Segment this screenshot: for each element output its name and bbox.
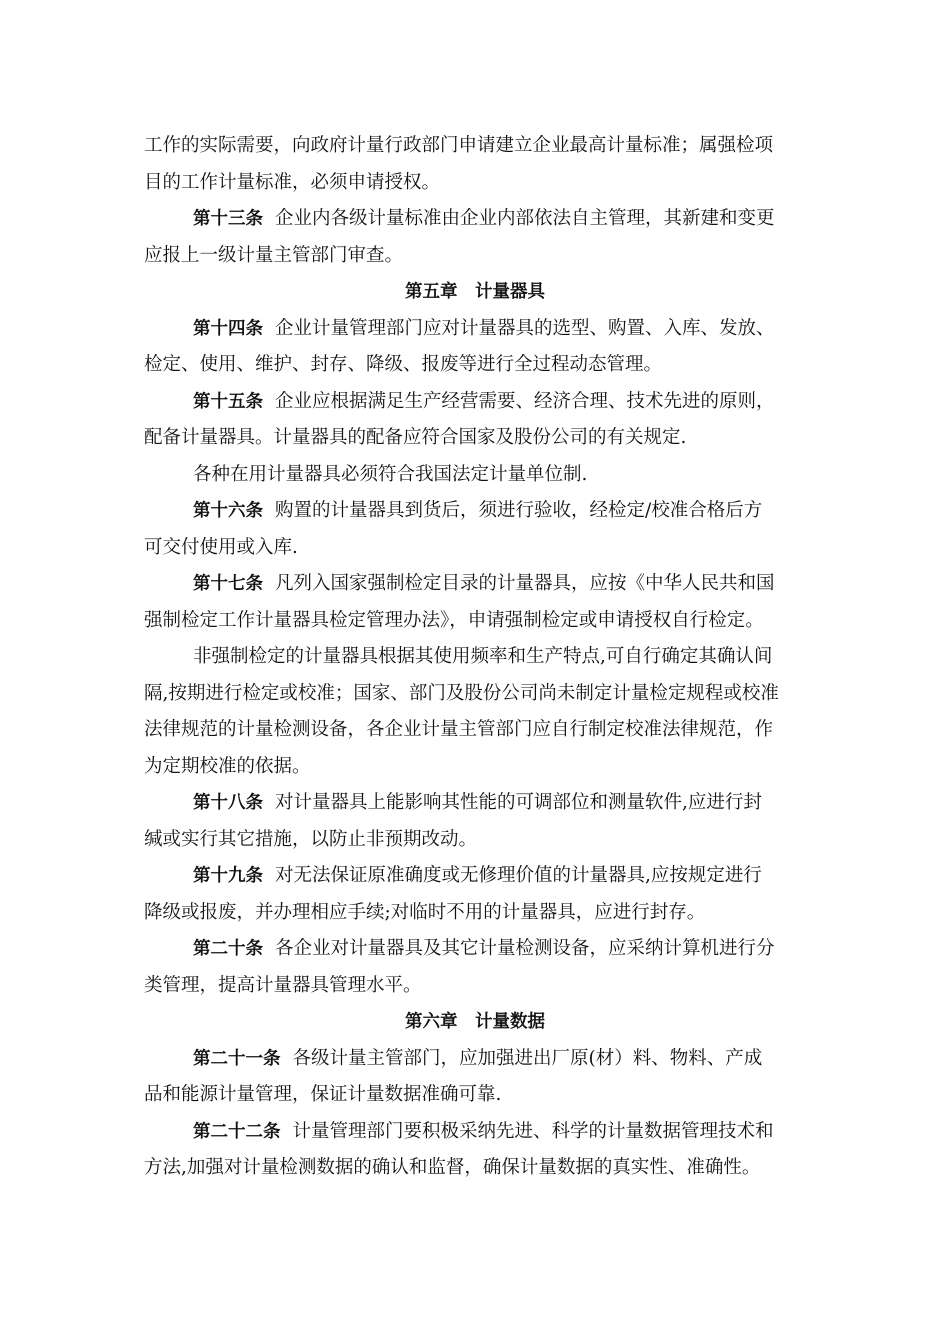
- article-number: 第二十条: [193, 939, 263, 959]
- chapter-heading: 第五章 计量器具: [405, 282, 545, 302]
- paragraph-text: 隔,按期进行检定或校准；国家、部门及股份公司尚未制定计量检定规程或校准: [144, 682, 779, 704]
- paragraph-text: 企业内各级计量标准由企业内部依法自主管理，其新建和变更: [275, 208, 775, 229]
- article-number: 第二十二条: [193, 1121, 281, 1142]
- paragraph-text: 企业应根据满足生产经营需要、经济合理、技术先进的原则，: [275, 390, 775, 412]
- paragraph-text: 类管理，提高计量器具管理水平。: [144, 974, 422, 996]
- paragraph-text: 方法,加强对计量检测数据的确认和监督，确保计量数据的真实性、准确性。: [144, 1157, 761, 1178]
- paragraph-line: [144, 639, 806, 676]
- paragraph-line: [144, 530, 806, 567]
- paragraph-text: 工作的实际需要，向政府计量行政部门申请建立企业最高计量标准；属强检项: [144, 135, 774, 156]
- paragraph-line: [144, 712, 806, 749]
- paragraph-line: [144, 1041, 806, 1078]
- paragraph-line: [144, 858, 806, 895]
- paragraph-text: 各级计量主管部门，应加强进出厂原(材）料、物料、产成: [292, 1047, 763, 1069]
- paragraph-line: [144, 384, 806, 421]
- article-number: 第十八条: [193, 793, 263, 813]
- paragraph-text: 各企业对计量器具及其它计量检测设备，应采纳计算机进行分: [275, 938, 775, 959]
- paragraph-line: [144, 1150, 806, 1187]
- paragraph-text: 对无法保证原准确度或无修理价值的计量器具,应按规定进行: [275, 865, 762, 886]
- article-number: 第十七条: [193, 574, 263, 594]
- paragraph-line: [144, 968, 806, 1005]
- paragraph-text: 强制检定工作计量器具检定管理办法》，申请强制检定或申请授权自行检定。: [144, 609, 764, 631]
- paragraph-line: [144, 347, 806, 384]
- article-number: 第十三条: [193, 209, 263, 229]
- paragraph-line: [144, 165, 806, 202]
- paragraph-line: [144, 566, 806, 603]
- paragraph-text: 购置的计量器具到货后，须进行验收，经检定/校准合格后方: [275, 500, 763, 521]
- paragraph-line: [144, 1077, 806, 1114]
- paragraph-line: [144, 749, 806, 786]
- paragraph-line: [144, 201, 806, 238]
- paragraph-line: [144, 676, 806, 713]
- paragraph-text: 降级或报废，并办理相应手续;对临时不用的计量器具，应进行封存。: [144, 901, 706, 923]
- article-number: 第十六条: [193, 501, 263, 521]
- chapter-heading: 第六章 计量数据: [405, 1012, 545, 1032]
- paragraph-line: [144, 128, 806, 165]
- paragraph-text: 企业计量管理部门应对计量器具的选型、购置、入库、发放、: [275, 317, 775, 339]
- article-number: 第十四条: [193, 318, 263, 339]
- paragraph-text: 各种在用计量器具必须符合我国法定计量单位制.: [193, 463, 588, 485]
- paragraph-line: [144, 822, 806, 859]
- paragraph-line: [144, 931, 806, 968]
- paragraph-line: [144, 603, 806, 640]
- paragraph-line: [144, 238, 806, 275]
- paragraph-text: 非强制检定的计量器具根据其使用频率和生产特点,可自行确定其确认间: [193, 646, 773, 667]
- paragraph-text: 凡列入国家强制检定目录的计量器具，应按《中华人民共和国: [275, 573, 775, 594]
- paragraph-text: 目的工作计量标准，必须申请授权。: [144, 171, 441, 193]
- paragraph-line: [144, 420, 806, 457]
- paragraph-line: [144, 493, 806, 530]
- article-number: 第十九条: [193, 866, 263, 886]
- article-number: 第十五条: [193, 391, 263, 412]
- paragraph-line: [144, 1114, 806, 1151]
- paragraph-line: [144, 311, 806, 348]
- paragraph-line: [144, 785, 806, 822]
- paragraph-line: [144, 895, 806, 932]
- paragraph-text: 法律规范的计量检测设备，各企业计量主管部门应自行制定校准法律规范，作: [144, 719, 774, 740]
- paragraph-text: 缄或实行其它措施，以防止非预期改动。: [144, 828, 478, 850]
- article-number: 第二十一条: [193, 1048, 281, 1069]
- paragraph-text: 计量管理部门要积极采纳先进、科学的计量数据管理技术和: [292, 1120, 774, 1142]
- paragraph-text: 品和能源计量管理，保证计量数据准确可靠.: [144, 1084, 502, 1105]
- paragraph-text: 对计量器具上能影响其性能的可调部位和测量软件,应进行封: [275, 792, 762, 813]
- document-body: [144, 128, 806, 1187]
- paragraph-text: 配备计量器具。计量器具的配备应符合国家及股份公司的有关规定.: [144, 427, 687, 448]
- paragraph-text: 检定、使用、维护、封存、降级、报废等进行全过程动态管理。: [144, 354, 663, 375]
- paragraph-text: 为定期校准的依据。: [144, 755, 311, 777]
- paragraph-text: 可交付使用或入库.: [144, 536, 298, 558]
- paragraph-line: [144, 457, 806, 494]
- paragraph-text: 应报上一级计量主管部门审查。: [144, 244, 404, 266]
